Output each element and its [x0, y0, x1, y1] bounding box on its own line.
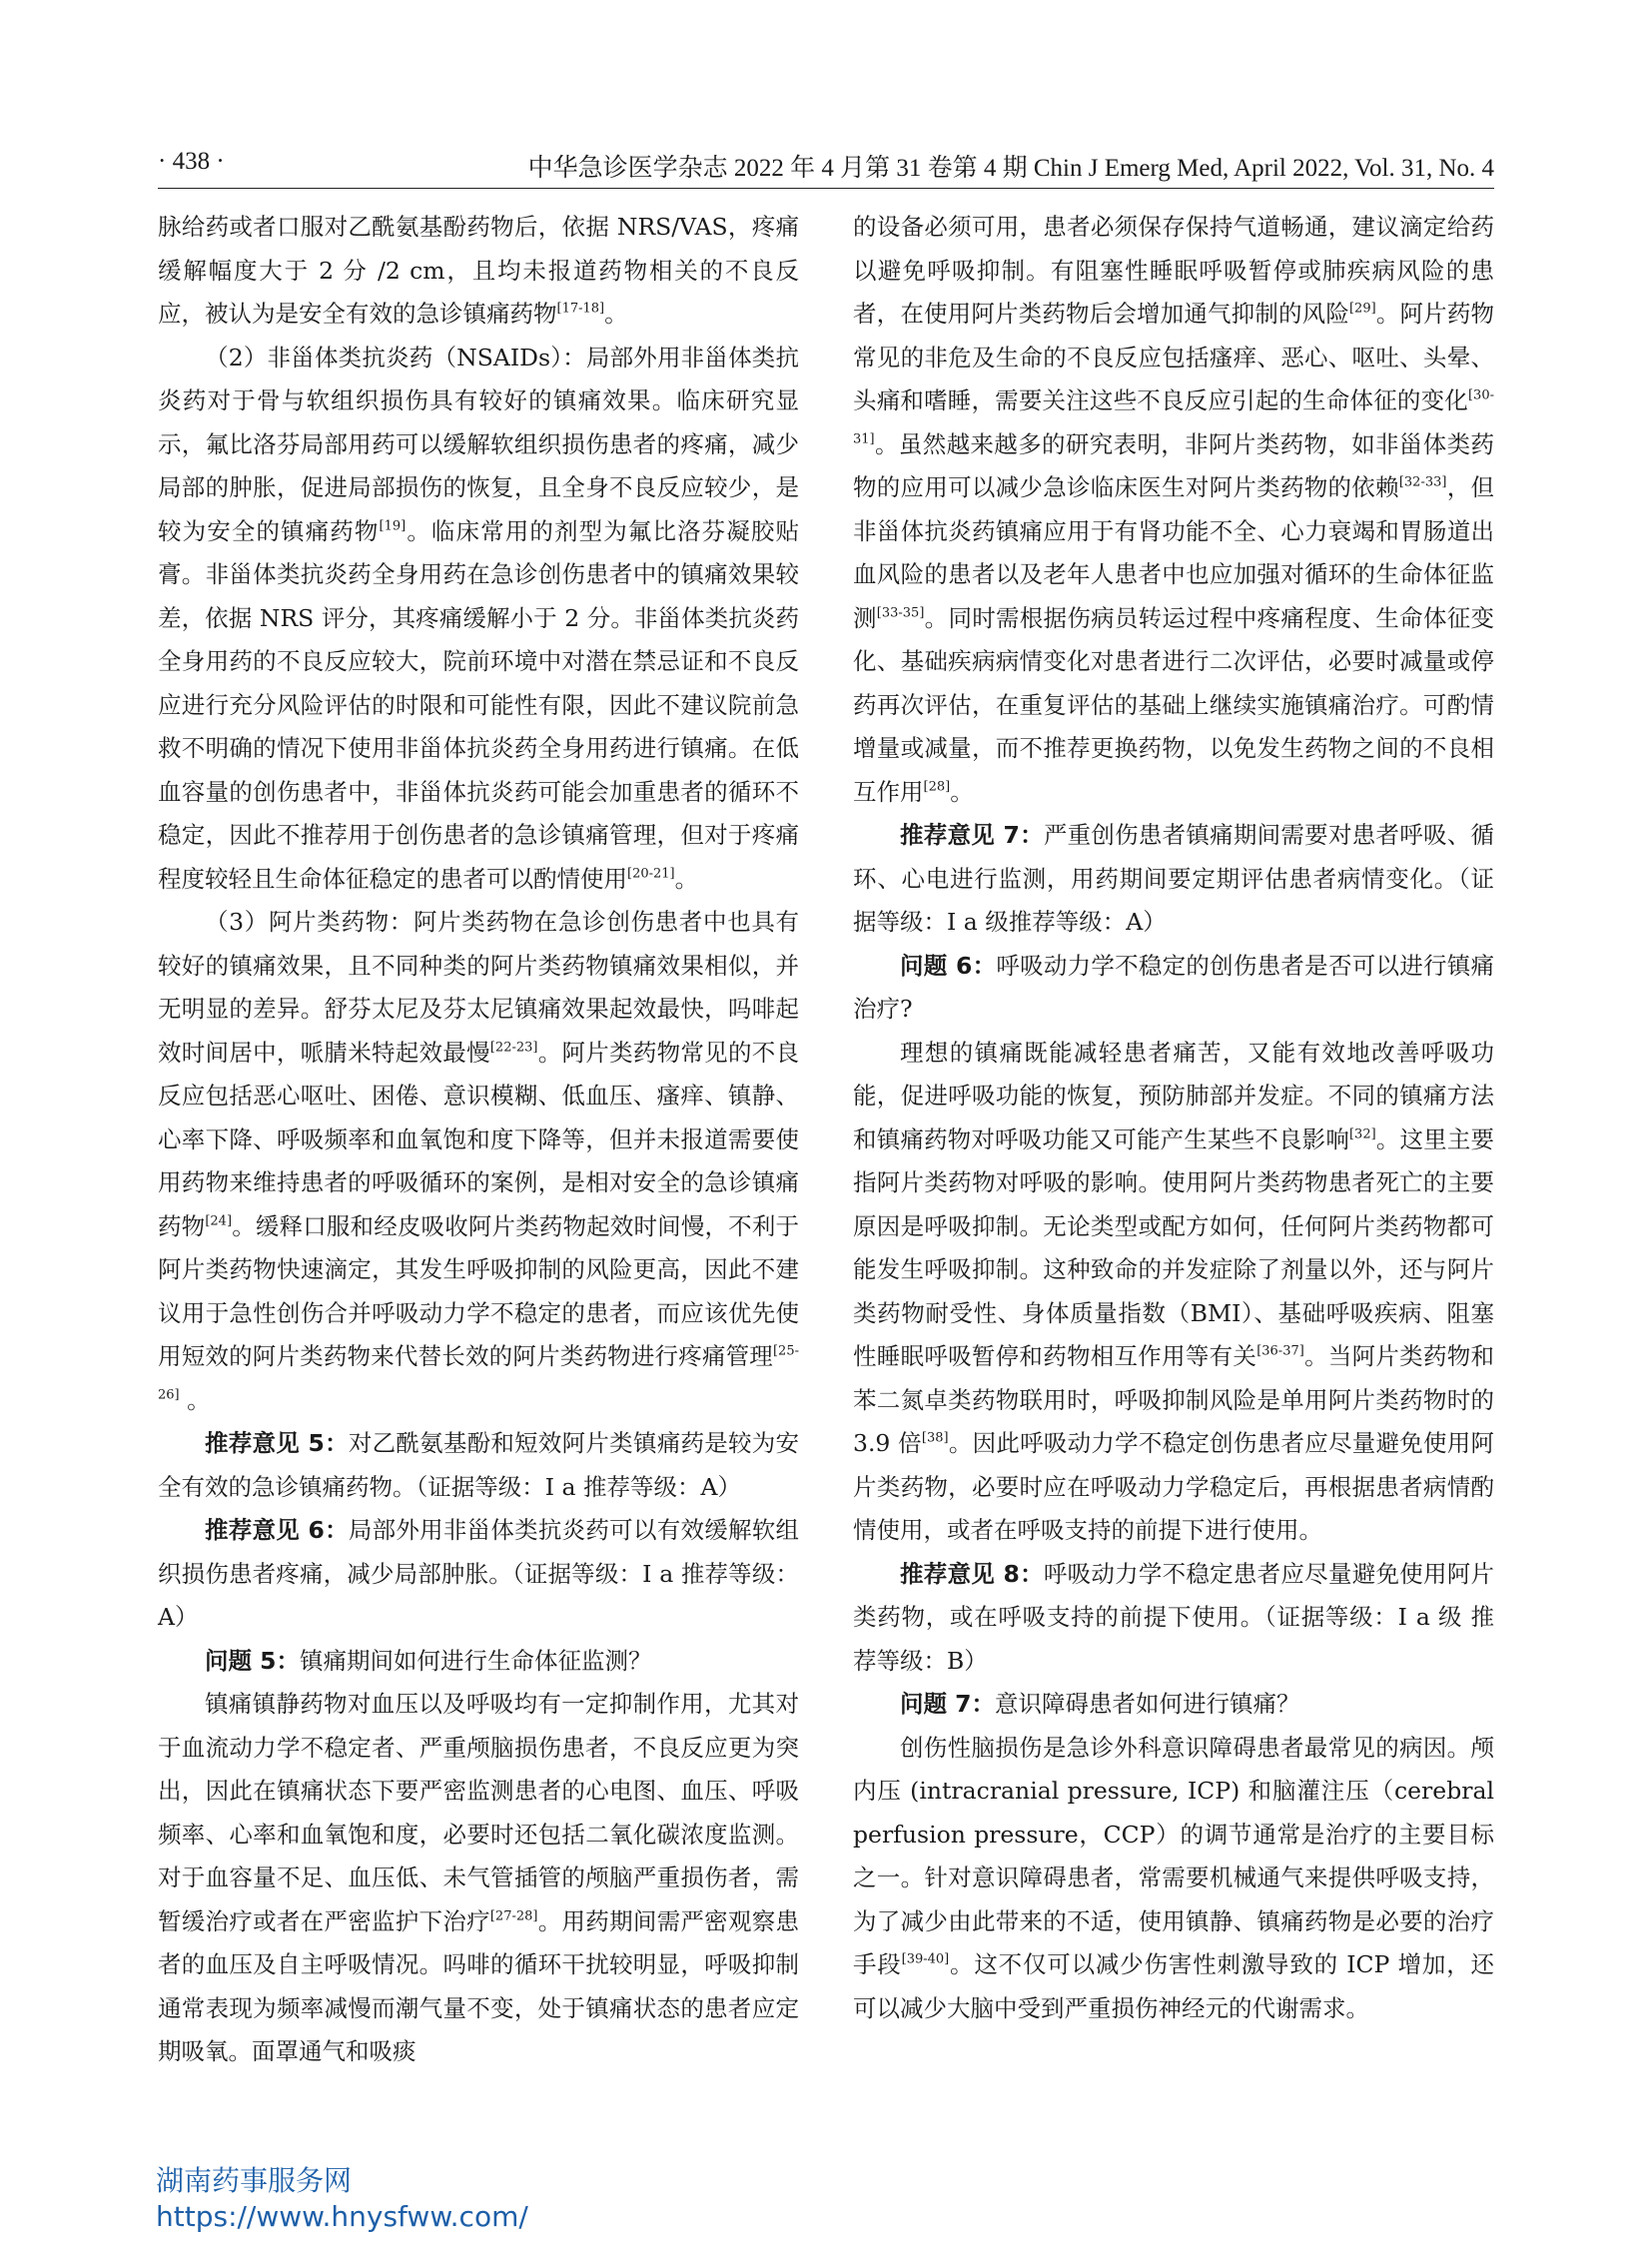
recommendation-label: 推荐意见 7：: [900, 821, 1044, 849]
citation-ref: [24]: [205, 1213, 233, 1229]
question-label: 问题 5：: [205, 1646, 301, 1675]
recommendation-5: 推荐意见 5：对乙酰氨基酚和短效阿片类镇痛药是较为安全有效的急诊镇痛药物。（证据等级：Ⅰ a 推荐等级：A）: [158, 1429, 799, 1501]
site-name: 湖南药事服务网: [156, 2164, 353, 2197]
citation-ref: [32-33]: [1398, 474, 1447, 490]
recommendation-6: 推荐意见 6：局部外用非甾体类抗炎药可以有效缓解软组织损伤患者疼痛，减少局部肿胀。（证据等级：Ⅰ a 推荐等级：A）: [158, 1516, 799, 1631]
recommendation-8: 推荐意见 8：呼吸动力学不稳定患者应尽量避免使用阿片类药物，或在呼吸支持的前提下使用。（证据等级：Ⅰ a 级 推荐等级：B）: [853, 1559, 1494, 1675]
paragraph: 脉给药或者口服对乙酰氨基酚药物后，依据 NRS/VAS，疼痛缓解幅度大于 2 分 /2 cm，且均未报道药物相关的不良反应，被认为是安全有效的急诊镇痛药物[17-18]。: [158, 213, 799, 328]
citation-ref: [25-26]: [158, 1343, 799, 1403]
citation-ref: [28]: [923, 779, 951, 795]
site-url-link[interactable]: https://www.hnysfww.com/: [156, 2200, 528, 2233]
citation-ref: [19]: [379, 518, 407, 534]
citation-ref: [39-40]: [901, 1951, 950, 1967]
citation-ref: [33-35]: [876, 605, 925, 621]
paragraph: （3）阿片类药物：阿片类药物在急诊创伤患者中也具有较好的镇痛效果，且不同种类的阿片类药物镇痛效果相似，并无明显的差异。舒芬太尼及芬太尼镇痛效果起效最快，吗啡起效时间居中，哌腈米特起效最慢[22-23]。阿片类药物常见的不良反应包括恶心呕吐、困倦、意识模糊、低血压、瘙痒、镇静、心率下降、呼吸频率和血氧饱和度下降等，但并未报道需要使用药物来维持患者的呼吸循环的案例，是相对安全的急诊镇痛药物[24]。缓释口服和经皮吸收阿片类药物起效时间慢，不利于阿片类药物快速滴定，其发生呼吸抑制的风险更高，因此不建议用于急性创伤合并呼吸动力学不稳定的患者，而应该优先使用短效的阿片类药物来代替长效的阿片类药物进行疼痛管理[25-26] 。: [158, 908, 800, 1414]
paragraph: （2）非甾体类抗炎药（NSAIDs）：局部外用非甾体类抗炎药对于骨与软组织损伤具有较好的镇痛效果。临床研究显示，氟比洛芬局部用药可以缓解软组织损伤患者的疼痛，减少局部的肿胀，促进局部损伤的恢复，且全身不良反应较少，是较为安全的镇痛药物[19]。临床常用的剂型为氟比洛芬凝胶贴膏。非甾体类抗炎药全身用药在急诊创伤患者中的镇痛效果较差，依据 NRS 评分，其疼痛缓解小于 2 分。非甾体类抗炎药全身用药的不良反应较大，院前环境中对潜在禁忌证和不良反应进行充分风险评估的时限和可能性有限，因此不建议院前急救不明确的情况下使用非甾体抗炎药全身用药进行镇痛。在低血容量的创伤患者中，非甾体抗炎药可能会加重患者的循环不稳定，因此不推荐用于创伤患者的急诊镇痛管理，但对于疼痛程度较轻且生命体征稳定的患者可以酌情使用[20-21]。: [158, 343, 800, 893]
journal-citation: 中华急诊医学杂志 2022 年 4 月第 31 卷第 4 期 Chin J Emerg Med, April 2022, Vol. 31, No. 4: [527, 155, 1494, 182]
citation-ref: [20-21]: [627, 866, 675, 882]
paragraph: 镇痛镇静药物对血压以及呼吸均有一定抑制作用，尤其对于血流动力学不稳定者、严重颅脑损伤患者，不良反应更为突出，因此在镇痛状态下要严密监测患者的心电图、血压、呼吸频率、心率和血氧饱和度，必要时还包括二氧化碳浓度监测。对于血容量不足、血压低、未气管插管的颅脑严重损伤者，需暂缓治疗或者在严密监护下治疗[27-28]。用药期间需严密观察患者的血压及自主呼吸情况。吗啡的循环干扰较明显，呼吸抑制通常表现为频率减慢而潮气量不变，处于镇痛状态的患者应定期吸氧。面罩通气和吸痰: [158, 1690, 800, 2065]
question-7: 问题 7：意识障碍患者如何进行镇痛？: [900, 1690, 1300, 1718]
header-rule: [158, 188, 1494, 189]
citation-ref: [36-37]: [1256, 1343, 1304, 1359]
citation-ref: [27-28]: [489, 1908, 538, 1924]
running-header: [158, 144, 1494, 186]
question-5: 问题 5：镇痛期间如何进行生命体征监测？: [205, 1646, 652, 1675]
question-6: 问题 6：呼吸动力学不稳定的创伤患者是否可以进行镇痛治疗?: [853, 951, 1494, 1023]
left-column: [158, 206, 799, 2074]
citation-ref: [29]: [1348, 301, 1376, 317]
citation-ref: [38]: [921, 1430, 949, 1446]
recommendation-label: 推荐意见 8：: [900, 1559, 1044, 1588]
paragraph: 理想的镇痛既能减轻患者痛苦，又能有效地改善呼吸功能，促进呼吸功能的恢复，预防肺部并发症。不同的镇痛方法和镇痛药物对呼吸功能又可能产生某些不良影响[32]。这里主要指阿片类药物对呼吸的影响。使用阿片类药物患者死亡的主要原因是呼吸抑制。无论类型或配方如何，任何阿片类药物都可能发生呼吸抑制。这种致命的并发症除了剂量以外，还与阿片类药物耐受性、身体质量指数（BMI）、基础呼吸疾病、阻塞性睡眠呼吸暂停和药物相互作用等有关[36-37]。当阿片类药物和苯二氮卓类药物联用时，呼吸抑制风险是单用阿片类药物时的 3.9 倍[38]。因此呼吸动力学不稳定创伤患者应尽量避免使用阿片类药物，必要时应在呼吸动力学稳定后，再根据患者病情酌情使用，或者在呼吸支持的前提下进行使用。: [853, 1038, 1495, 1544]
citation-ref: [32]: [1348, 1126, 1376, 1142]
page-number: · 438 ·: [158, 148, 225, 175]
paragraph: 的设备必须可用，患者必须保存保持气道畅通，建议滴定给药以避免呼吸抑制。有阻塞性睡眠呼吸暂停或肺疾病风险的患者，在使用阿片类药物后会增加通气抑制的风险[29]。阿片药物常见的非危及生命的不良反应包括瘙痒、恶心、呕吐、头晕、头痛和嗜睡，需要关注这些不良反应引起的生命体征的变化[30-31]。虽然越来越多的研究表明，非阿片类药物，如非甾体类药物的应用可以减少急诊临床医生对阿片类药物的依赖[32-33]，但非甾体抗炎药镇痛应用于有肾功能不全、心力衰竭和胃肠道出血风险的患者以及老年人患者中也应加强对循环的生命体征监测[33-35]。同时需根据伤病员转运过程中疼痛程度、生命体征变化、基础疾病病情变化对患者进行二次评估，必要时减量或停药再次评估，在重复评估的基础上继续实施镇痛治疗。可酌情增量或减量，而不推荐更换药物，以免发生药物之间的不良相互作用[28]。: [853, 213, 1495, 806]
recommendation-7: 推荐意见 7：严重创伤患者镇痛期间需要对患者呼吸、循环、心电进行监测，用药期间要定期评估患者病情变化。（证据等级：Ⅰ a 级推荐等级：A）: [853, 821, 1494, 936]
question-label: 问题 7：: [900, 1690, 996, 1718]
watermark-footer: [156, 2163, 528, 2235]
citation-ref: [17-18]: [556, 301, 605, 317]
question-label: 问题 6：: [900, 951, 997, 980]
recommendation-label: 推荐意见 6：: [205, 1516, 349, 1544]
paragraph: 创伤性脑损伤是急诊外科意识障碍患者最常见的病因。颅内压 (intracranial pressure, ICP) 和脑灌注压（cerebral perfusion pressure，CCP）的调节通常是治疗的主要目标之一。针对意识障碍患者，常需要机械通气来提供呼吸支持，为了减少由此带来的不适，使用镇静、镇痛药物是必要的治疗手段[39-40]。这不仅可以减少伤害性刺激导致的 ICP 增加，还可以减少大脑中受到严重损伤神经元的代谢需求。: [853, 1733, 1495, 2022]
recommendation-label: 推荐意见 5：: [205, 1429, 349, 1457]
citation-ref: [22-23]: [489, 1040, 538, 1056]
citation-ref: [30-31]: [853, 387, 1494, 447]
right-column: [853, 206, 1494, 2030]
